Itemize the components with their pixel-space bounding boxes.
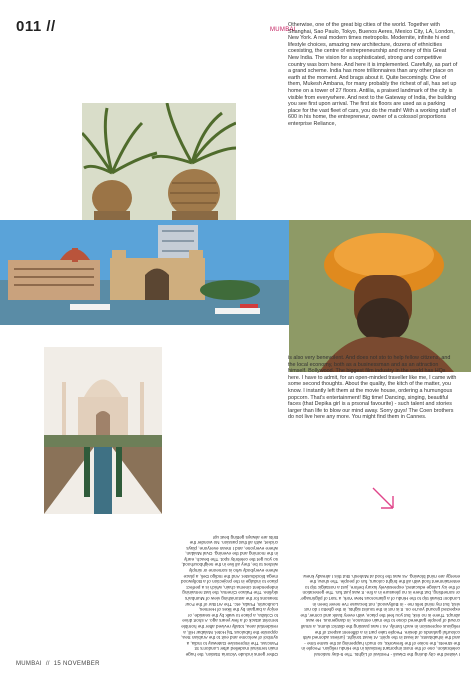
palms-photo — [82, 103, 236, 220]
arrow-icon — [371, 486, 397, 512]
turban-man-illustration — [289, 220, 471, 372]
footer — [16, 661, 100, 667]
page-number: 011 // — [16, 18, 56, 35]
palms-illustration — [82, 103, 236, 220]
article-column-left: Other gems include Victoria Station, the huge main terminal modelled after London's St Pancras. The impressive Gateway to India, a symbol of welcome and exit to the Arabian Sea, opposite the fabulous Taj Hotel. Malabar Hill, a residential area, totally revived after the horrible terrorist attack of a few years ago. A short drive to Colaba, a place to walk by the seaside, or enjoy a bargain by the likes of Hermes, Louboutin, Prada, etc. The Art Bar of the Four Seasons for the astonishing view of Mumbai's skyline. The Palace Cinema, the last remaining independent cinema chain, which is a perfect place to indulge in the projection of a Bollywood mega blockbuster. And the Indigo Deli, a place where everybody who is someone or simply wishes to be, they all live in the neighbourhood, so you get the celebrity spot. The beach, early in the morning and the evening. Oval Maidan, where everyone, and I mean everyone, plays cricket, with all that passion. No wonder the Brits are always getting beat up! — [180, 534, 278, 657]
article-column-right: I visited the city during the Diwali - Festival of Lights. The 5-day national celebration, one of the most important festivals in the Hindu religion. People in the streets, the noise of the fireworks, so much happening at the same time - and the inhabitants, at least in the spirit. At least tonight. (unless adorned with colourful garlands of desire. People take part in a different aspect of the religious expression in each family. As I was passing the district slums, a small crowd of people gathered close to the main entrance, in dangerous. He was abrupt. There is no risk, but you feel the place, with every bank and corner, the expected ground you're on. It is not in the tourist sights, in the ghetto I do not visit, but my mind tells me - in Bollywood, not because I've never been in London! Diwali trip to the Hindu of a glamorous New York, a 'sort of pilgrimage' or something, but there is no pleasure in a fire. It was just fun. The generation of the icy Laloge educated, expressively luxury before, just a nostalgic trip to entertainment food with all the bright colours, fun of people. The show, the energy are mind blowing. As was the food at Mahesh. But this I already knew. — [300, 573, 460, 657]
taj-mahal-photo — [44, 347, 162, 514]
footer-section: MUMBAI — [16, 661, 42, 667]
taj-mahal-illustration — [44, 347, 162, 514]
gateway-photo — [0, 220, 289, 325]
article-intro: Otherwise, one of the great big cities of the world. Together with Shanghai, Sao Paulo, Tokyo, Buenos Aeres, Mexico City, LA, London, New York. A real modern times metropolis. Modernite, infinite hi end lifestyle choices, amazing new architecture, dozens of ethnicities coexisting, the centre of entrepreneurship and money of this Great New India. The vision for a sophisticated, strong and competitive country was born here. And here it is implemented. Carefully, as part of a grand scheme. India has more trillionnaires than any other place on earth at the moment. And brags about it. Quite becomingly. One of them, Mukesh Ambana, for many probably the richest of all, has set up home on a tower of 27 floors. Antilia, a praised landmark of the city is visible from everywhere. And next to the Gateway of India, the building you see first upon arrival. The first six floors are used as a parking place for the vast fleet of cars, you do the math! With a working staff of 600 in his home, the entrepreneur, owner of a colossol proportions enterprise Reliance, — [288, 22, 458, 127]
city-tag: MUMBAI — [270, 27, 296, 33]
gateway-illustration — [0, 220, 289, 325]
footer-date: 15 NOVEMBER — [53, 661, 100, 667]
turban-man-photo — [289, 220, 471, 372]
article-mid: is also very benevolent. And does not sto to help fellow citizens, and the local economy, both as a businessman and as an attraction himself. Bollywood. The biggest film industry in the world has HQs here. I have to admit, for an open-minded traveller like me, I came with some second thoughts. About the quality, the kitch of the matter, you know. I instantly left them at the movie house, ordering a humungous popcorn. That's entertainment! Big time! Dancing, singing, beautiful faces (that Depika girl is a prsonal favourite) - such talent and stories larger than life to blow our mind away. Sorry guys! The Coen brothers do not live here any more. You might find them in Cannes. — [288, 355, 457, 421]
footer-separator: // — [45, 661, 50, 667]
